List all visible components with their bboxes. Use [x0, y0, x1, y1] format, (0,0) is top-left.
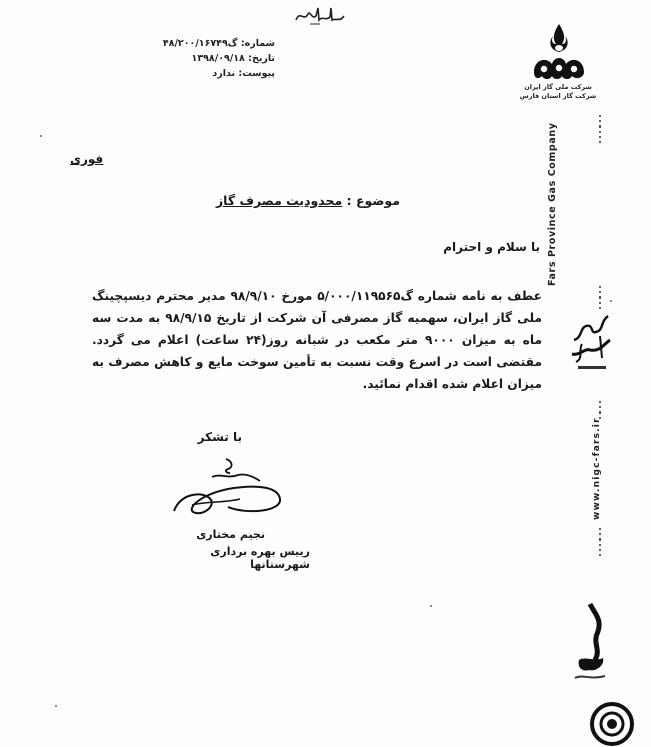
gas-flame-mark-icon [565, 600, 615, 690]
letter-number: شماره: گ۴۸/۲۰۰/۱۶۷۴۹ [162, 38, 275, 49]
letter-subject [200, 193, 400, 208]
greeting: با سلام و احترام [443, 240, 540, 254]
slogan-calligraphy [560, 310, 620, 380]
subject-value: محدودیت مصرف گاز [215, 193, 343, 208]
scan-speck [55, 705, 57, 707]
nigc-logo-icon [524, 22, 594, 84]
strip-dots [598, 525, 602, 556]
urgency-label: فوری [70, 152, 104, 166]
subject-label: موضوع : [346, 193, 400, 208]
letter-body: عطف به نامه شماره گ۵/۰۰۰/۱۱۹۵۶۵ مورخ ۹۸/۹/۱۰ مدیر محترم دیسپچینگ ملی گاز ایران، سهمیه گاز مصرفی آن شرکت از تاریخ ۹۸/۹/۱۵ به مدت سه ماه به میزان ۹۰۰۰ متر مکعب در شبانه روز(۲۴ ساعت) اعلام می گردد. مقتضی است در اسرع وقت نسبت به تأمین سوخت مایع و کاهش مصرف به میزان اعلام شده اقدام نمائید. [92, 289, 543, 391]
scan-speck [40, 135, 42, 137]
strip-dots [598, 112, 602, 143]
letter-meta [150, 36, 275, 81]
scan-speck [610, 300, 612, 302]
scan-speck [430, 605, 432, 607]
company-name: شرکت ملی گاز ایران شرکت گاز استان فارس [519, 83, 597, 100]
company-website: www.nigc-fars.ir [592, 417, 602, 520]
letter-date: تاریخ: ۱۳۹۸/۰۹/۱۸ [191, 53, 275, 64]
handwritten-signature [168, 455, 288, 525]
letter-attachment: پیوست: ندارد [212, 68, 275, 79]
signer-title: رییس بهره برداری شهرستانها [210, 545, 310, 571]
basmala-calligraphy [290, 2, 350, 28]
signer-name: نجیم مختاری [196, 528, 265, 541]
closing: با تشکر [197, 430, 242, 444]
strip-dots [598, 283, 602, 309]
company-english-name: Fars Province Gas Company [547, 122, 558, 286]
seal-icon [588, 700, 636, 746]
